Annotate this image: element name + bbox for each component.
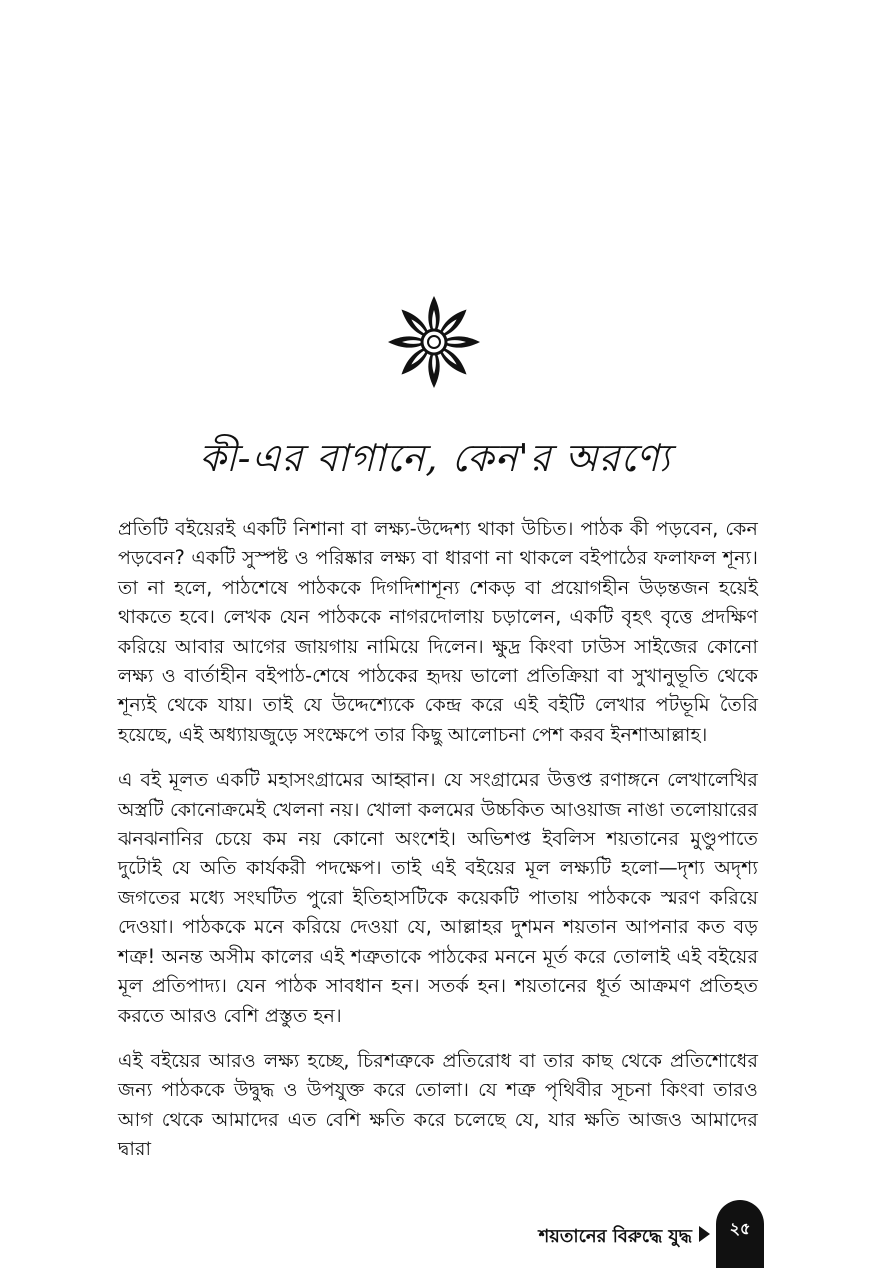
- chapter-title: কী-এর বাগানে, কেন'র অরণ্যে: [199, 436, 671, 480]
- triangle-right-icon: [699, 1226, 710, 1242]
- lotus-flower-icon: [380, 288, 488, 396]
- page-number-tab: [716, 1200, 764, 1268]
- page-number: ২৫: [729, 1219, 751, 1238]
- paragraph: এই বইয়ের আরও লক্ষ্য হচ্ছে, চিরশত্রুকে প্রতিরোধ বা তার কাছ থেকে প্রতিশোধের জন্য পাঠককে উদ্বুদ্ধ ও উপযুক্ত করে তোলা। যে শত্রু পৃথিবীর সূচনা কিংবা তারও আগ থেকে আমাদের এত বেশি ক্ষতি করে চলেছে যে, যার ক্ষতি আজও আমাদের দ্বারা: [118, 1048, 758, 1161]
- paragraph: প্রতিটি বইয়েরই একটি নিশানা বা লক্ষ্য-উদ্দেশ্য থাকা উচিত। পাঠক কী পড়বেন, কেন পড়বেন? একটি সুস্পষ্ট ও পরিষ্কার লক্ষ্য বা ধারণা না থাকলে বইপাঠের ফলাফল শূন্য। তা না হলে, পাঠশেষে পাঠককে দিগদিশাশূন্য শেকড় বা প্রয়োগহীন উড়ন্তজন হয়েই থাকতে হবে। লেখক যেন পাঠককে নাগরদোলায় চড়ালেন, একটি বৃহৎ বৃত্তে প্রদক্ষিণ করিয়ে আবার আগের জায়গায় নামিয়ে দিলেন। ক্ষুদ্র কিংবা ঢাউস সাইজের কোনো লক্ষ্য ও বার্তাহীন বইপাঠ-শেষে পাঠকের হৃদয় ভালো প্রতিক্রিয়া বা সুখানুভূতি থেকে শূন্যই থেকে যায়। তাই যে উদ্দেশ্যেকে কেন্দ্র করে এই বইটি লেখার পটভূমি তৈরি হয়েছে, এই অধ্যায়জুড়ে সংক্ষেপে তার কিছু আলোচনা পেশ করব ইনশাআল্লাহ।: [118, 517, 758, 746]
- body-text: [118, 514, 758, 1180]
- running-head: শয়তানের বিরুদ্ধে যুদ্ধ: [538, 1226, 692, 1247]
- page-footer: [490, 1200, 870, 1268]
- paragraph: এ বই মূলত একটি মহাসংগ্রামের আহ্বান। যে সংগ্রামের উত্তপ্ত রণাঙ্গনে লেখালেখির অস্ত্রটি কোনোক্রমেই খেলনা নয়। খোলা কলমের উচ্চকিত আওয়াজ নাঙা তলোয়ারের ঝনঝনানির চেয়ে কম নয় কোনো অংশেই। অভিশপ্ত ইবলিস শয়তানের মুণ্ডুপাতে দুটোই যে অতি কার্যকরী পদক্ষেপ। তাই এই বইয়ের মূল লক্ষ্যটি হলো—দৃশ্য অদৃশ্য জগতের মধ্যে সংঘটিত পুরো ইতিহাসটিকে কয়েকটি পাতায় পাঠককে স্মরণ করিয়ে দেওয়া। পাঠককে মনে করিয়ে দেওয়া যে, আল্লাহর দুশমন শয়তান আপনার কত বড় শত্রু! অনন্ত অসীম কালের এই শত্রুতাকে পাঠকের মননে মূর্ত করে তোলাই এই বইয়ের মূল প্রতিপাদ্য। যেন পাঠক সাবধান হন। সতর্ক হন। শয়তানের ধূর্ত আক্রমণ প্রতিহত করতে আরও বেশি প্রস্তুত হন।: [118, 768, 758, 1027]
